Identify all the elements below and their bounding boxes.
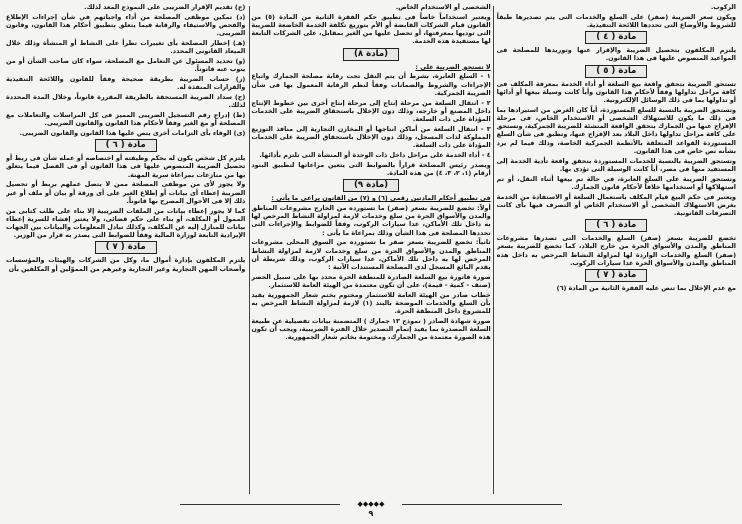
paragraph: (ط) إدراج رقم التسجيل الضريبى المميز فى كل المراسلات والتعاملات مع المصلحة أو مع الغير وفقاً لأحكام هذا القانون والقانون الضريبى. (6, 111, 246, 128)
paragraph: (ح) سداد الضريبة المستحقة بالطريقة المقررة قانوناً، وخلال المدة المحددة لذلك. (6, 93, 246, 110)
paragraph: الشخصى أو الاستخدام الخاص. (395, 3, 491, 11)
paragraph: ويكون سعر الضريبة (صفر) على السلع والخدمات التى يتم تصديرها طبقاً للشروط والأوضاع التى تحددها اللائحة التنفيذية. (496, 12, 736, 29)
paragraph: تستحق الضريبة بتحقق واقعة بيع السلعة أو أداء الخدمة بمعرفة المكلف فى كافة مراحل تداولها وفقاً لأحكام هذا القانون وأياً كانت وسيلة بيعها أو أدائها أو تداولها بما فى ذلك الوسائل الإلكترونية. (496, 79, 736, 105)
paragraph: صورة شهادة الصادر ( نموذج ١٣ جمارك ) المتضمنة بيانات تفصيلية عن طبيعة السلعة المصدرة بما يفيد إتمام التصدير خلال الفترة الضريبية، ويجب أن تكون هذه الصورة معتمدة من الجمارك، ومختومة بخاتم شعار الجمهورية. (251, 317, 491, 342)
article-heading: مادة ( ٤ ) (497, 31, 736, 44)
paragraph: وتستحق الضريبة على السلع العابرة، في حالة تم بيعها أثناء النقل، أو تم استهلاكها أو استخدامها خلافاً لأحكام قانون الجمارك. (496, 174, 736, 191)
paragraph: (هـ) إخطار المصلحة بأى تغييرات تطرأ على النشاط أو المنشأة وذلك خلال الميعاد القانونى المحدد. (6, 39, 246, 56)
paragraph: ثانياً: تخضع للضريبة بسعر صفر ما تستورده من السوق المحلى مشروعات المناطق والمدن والأسواق الحرة من سلع وخدمات لازمة لمزاولة النشاط المرخص لها به داخل تلك الأماكن، عدا سيارات الركوب، وذلك شريطة أن يقدم البائع المسجل لدى المصلحة المستندات الآتية : (251, 238, 491, 272)
paragraph: ١ - السلع العابرة، بشرط أن يتم النقل تحت رقابة مصلحة الجمارك واتباع الإجراءات والشروط والضمانات وفقاً لنظم الرقابة المعمول بها فى شأن الضريبة الجمركية. (251, 72, 491, 97)
paragraph: وتستحق الضريبة بالنسبة للخدمات المستوردة بتحقق واقعة تأدية الخدمة إلى المستفيد منها فى مصر، أياً كانت الوسيلة التى تؤدى بها. (496, 156, 736, 173)
column-divider (493, 6, 494, 494)
paragraph: ولا يجوز لأى من موظفى المصلحة ممن لا يتصل عملهم بربط أو تحصيل الضريبة إعطاء أى بيانات أو إطلاع الغير على أى ورقة أو بيان أو ملف أو غير ذلك إلا فى الأحوال المصرح بها قانوناً. (6, 180, 246, 205)
column-right (497, 3, 736, 497)
paragraph: ٣ - انتقال السلعة من أماكن انتاجها أو المخازن التجارية إلى منافذ التوزيع المملوكة لذات المسجل، وذلك دون الإخلال باستحقاق الضريبة على الخدمات المؤداة على ذات السلعة. (251, 124, 491, 150)
article-heading: مادة ( ٧ ) (6, 241, 245, 254)
paragraph: (د) تمكين موظفى المصلحة من أداء واجباتهم في شأن إجراءات الإطلاع والفحص والاستيفاء والرقابة فيما يتعلق بتطبيق أحكام هذا القانون، وقانون الضريبى. (6, 12, 246, 38)
paragraph: صورة فاتورة بيع السلعة الصادرة للمنطقة الحرة محدد بها على سبيل الحصر (صنف - كمية - قيمة)، على أن تكون معتمدة من الهيئة العامة للاستثمار. (251, 272, 491, 290)
paragraph: (ى) الوفاء بأى التزامات أخرى ينص عليها هذا القانون والقانون الضريبى. (19, 129, 246, 137)
paragraph: كما لا يجوز إعطاء بيانات من الملفات الضريبية إلا بناء على طلب كتابى من الممول أو المكلف، أو بناء على حكم قضائى، ولا يعتبر إفشاء للسرية إعطاء بيانات للمنازل إليه عن المكلف، وكذلك تبادل المعلومات والبيانات بين الجهات الإيرادية التابعة لوزارة المالية وفقاً للضوابط التى يصدر به قرار من الوزير. (6, 206, 246, 240)
article-heading: (مادة ٩) (251, 179, 490, 192)
paragraph: (ج) تقديم الإقرار الضريبى على النموذج المعد لذلك. (84, 3, 246, 11)
page-number: ٩ (368, 509, 374, 518)
paragraph: ٤ - أداء الخدمة على مراحل داخل ذات الوحدة أو المنشأة التى تلتزم بأدائها. (259, 151, 491, 160)
paragraph: (و) تحديد المسئول عن التعامل مع المصلحة، سواء كان صاحب الشأن أو من ينوب عنه قانوناً. (6, 57, 246, 74)
column-left (6, 3, 245, 497)
paragraph: أولاً: تخضع للضريبة بسعر (صفر) ما تستورده من الخارج مشروعات المناطق والمدن والأسواق الحرة من سلع وخدمات لازمة لمزاولة النشاط المرخص لها به داخل تلك الأماكن، عدا سيارات الركوب، وفقاً للضوابط والإجراءات التى تحددها المصلحة فى هذا الشأن وذلك بمراعاة ما يأتى : (251, 204, 491, 237)
article-heading: مادة ( ٦ ) (6, 139, 245, 152)
column-middle (251, 3, 490, 497)
paragraph: (ز) حساب الضريبة بطريقة صحيحة وفقاً للقانون واللائحة التنفيذية والقرارات المنفذة له. (6, 75, 246, 92)
subheading: لا تستحق الضريبة على : (415, 62, 491, 71)
paragraph: ويعتبر استخداماً خاصاً فى تطبيق حكم الفقرة الثانية من المادة (٥) من القانون قيام الشركات القابضة أو الأم بتوزيع تكلفة الخدمة الخاضعة للضريبة التى توديها بمعرفتها، أو تحصل عليها من الغير بمقابل، على الشركات التابعة لها مستفيدة هذه الخدمة. (251, 12, 491, 46)
paragraph: ٢ - انتقال السلعة من مرحلة إنتاج إلى مرحلة إنتاج أخرى بين خطوط الإنتاج داخل المصنع أو خارجه، وذلك دون الإخلال باستحقاق الضريبة على الخدمات المؤداة على ذات السلعة. (251, 98, 491, 124)
article-heading: مادة ( ٥ ) (497, 65, 736, 78)
article-heading: مادة ( ٦ ) (497, 219, 736, 232)
paragraph: يلتزم المكلفون بإدارة أموال ما، وكل من الشركات والهيئات والمؤسسات وأصحاب المهن التجارية وغير التجارية وغيرهم من المموّلين أو المكلفين بأن (6, 256, 246, 273)
text-columns (6, 3, 736, 497)
paragraph: تخضع للضريبة بسعر (صفر) السلع والخدمات التى تصدرها مشروعات المناطق والمدن والأسواق الحرة من خارج البلاد، كما تخضع للضريبة بسعر (صفر) السلع والخدمات الواردة لها لمزاولة النشاط المرخص به داخل هذه المناطق والمدن والأسواق الحرة عدا سيارات الركوب. (496, 234, 736, 267)
paragraph: ويصدر رئيس المصلحة قراراً بالضوابط التى يتعين مراعاتها لتطبيق البنود أرقام (١، ٢، ٣، ٤) من هذه المادة. (251, 160, 491, 178)
paragraph: وتستحق الضريبة بالنسبة للسلع المستوردة، أياً كان الغرض من استيرادها بما فى ذلك ما يكون للاستهلاك الشخصى أو الاستخدام الخاص، فى مرحلة الإفراج عنها من الجمارك بتحقق الواقعة المنشئة للضريبة الجمركية، وتستحق على كافة مراحل تداولها داخل البلاد بعد الإفراج عنها، وتطبق فى شأن السلع المستوردة القواعد المتعلقة بالأنظمة الجمركية الخاصة، وذلك فيما لم يرد بشأنه نص خاص فى هذا القانون. (496, 105, 736, 155)
article-heading: (مادة ٨) (251, 48, 490, 61)
article-heading: مادة ( ٧ ) (497, 269, 736, 282)
paragraph: يلتزم المكلفون بتحصيل الضريبة والإقرار عنها وتوريدها للمصلحة فى المواعيد المنصوص عليها فى هذا القانون. (496, 46, 736, 63)
paragraph: خطاب صادر من الهيئة العامة للاستثمار ومختوم بختم شعار الجمهورية يفيد بأن السلع والخدمات الموضحة بالبند (١) لازمة لمزاولة النشاط المرخص به للمشروع داخل المنطقة الحرة. (251, 290, 491, 316)
paragraph: الركوب. (710, 3, 736, 11)
column-divider (249, 6, 250, 494)
paragraph: ويعتبر فى حكم البيع قيام المكلف باستعمال السلعة أو الاستفادة من الخدمة بغرض الاستهلاك الشخصى أو الاستخدام الخاص أو التصرف فيها بأى كانت التصرفات القانونية. (496, 192, 736, 218)
paragraph: يلتزم كل شخص يكون له بحكم وظيفته أو اختصاصه أو عمله شأن فى ربط أو تحصيل الضريبة المنصوص عليها فى هذا القانون أو فى الفصل فيما يتعلق بها من منازعات بمراعاة سرية المهنة. (6, 154, 246, 179)
footer-ornament-icon: ◆◆◆◆◆ (340, 500, 402, 508)
paragraph: مع عدم الإخلال بما تنص عليه الفقرة الثانية من المادة (٦) (556, 284, 736, 293)
subheading: فى تطبيق أحكام المادتين رقمى (٦) و (٧) من القانون يراعى ما يأتى : (271, 194, 491, 203)
